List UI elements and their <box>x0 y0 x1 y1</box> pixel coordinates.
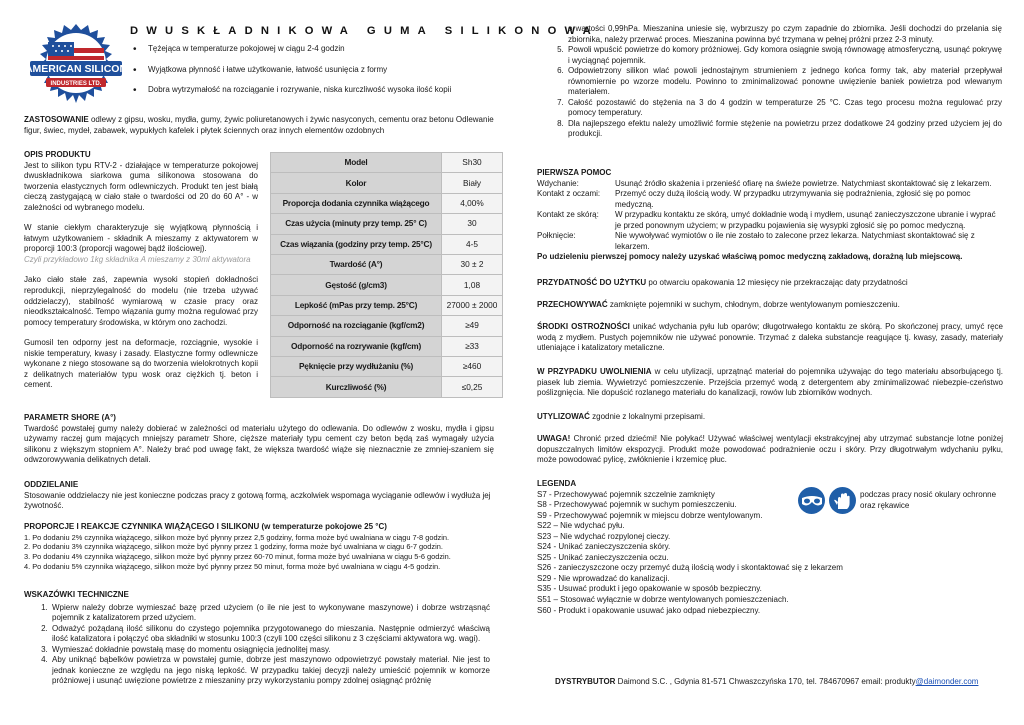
section-legenda <box>537 479 843 616</box>
section-srodki <box>537 322 1003 354</box>
first-aid-label: Kontakt ze skórą: <box>537 210 599 220</box>
section-heading: UTYLIZOWAĆ <box>537 412 590 421</box>
safety-gloves-icon <box>829 487 856 514</box>
section-text: Jako ciało stałe zaś, zapewnia wysoki stopień dokładności reprodukcji, nieprzylegalność do modelu (nie trzeba używać oddzielaczy), stabilność wymiarową w czasie pracy oraz nieodkształcalność. Tempo wiązania gumy można regulować przy pomocy temperatury środowiska, w którym ono zachodzi. <box>24 275 258 327</box>
section-text: W stanie ciekłym charakteryzuje się wyjątkową płynnością i łatwym użytkowaniem - składnik A mieszamy z aktywatorem w proporcji 100:3 (proporcji wagowej bądź ilościowej). <box>24 223 258 254</box>
spec-value: ≤0,25 <box>442 377 503 397</box>
spec-key: Odporność na rozciąganie (kgf/cm2) <box>271 316 442 336</box>
first-aid-label: Połknięcie: <box>537 231 576 241</box>
spec-row <box>271 173 503 193</box>
distributor-info <box>555 677 1015 688</box>
section-note: Czyli przykładowo 1kg składnika A mieszamy z 30ml aktywatora <box>24 254 251 264</box>
section-text: Twardość powstałej gumy należy dobierać w zależności od materiału użytego do odlewania. Do odlewów z wosku, mydła i gipsu używamy raczej gum mających mniejszy parametr Shore, cięższe materiały typu cement czy beton będą zaś wymagały użycia silikonu z większym stopniem A°. Należy brać pod uwagę fakt, że większa twardość wiąże się nieznacznie ze zmniej-szaniem się odwzorowywania delikatnych detali. <box>24 423 494 465</box>
document-title: DWUSKŁADNIKOWA GUMA SILIKONOWA <box>130 25 599 37</box>
spec-value: 4-5 <box>442 234 503 254</box>
spec-row <box>271 316 503 336</box>
spec-row <box>271 193 503 213</box>
distributor-text: Daimond S.C. , Gdynia 81-571 Chwaszczyńska 170, tel. 784670967 email: produkty <box>615 677 916 686</box>
first-aid-note: Po udzieleniu pierwszej pomocy należy uzyskać właściwą pomoc medyczną zakładową, dorażną lub miejscową. <box>537 252 963 262</box>
legend-item: S8 - Przechowywać pojemnik w suchym pomieszczeniu. <box>537 500 737 510</box>
legend-item: S51 – Stosować wyłącznie w dobrze wentylowanych pomieszczeniach. <box>537 595 789 605</box>
legend-item: S26 - zanieczyszczone oczy przemyć dużą ilością wody i skontaktować się z lekarzem <box>537 563 843 573</box>
instructions-list-continued <box>540 45 1002 140</box>
spec-value: 30 ± 2 <box>442 254 503 274</box>
distributor-label: DYSTRYBUTOR <box>555 677 616 686</box>
section-text: Stosowanie oddzielaczy nie jest konieczne podczas pracy z gotową formą, aczkolwiek wspomaga wyciąganie odlewów i wydłuża jej żywotność. <box>24 490 491 511</box>
section-heading: W PRZYPADKU UWOLNIENIA <box>537 367 652 376</box>
logo-text-main: AMERICAN SILICON <box>24 63 128 75</box>
spec-row <box>271 377 503 397</box>
first-aid-label: Kontakt z oczami: <box>537 189 601 199</box>
instruction-item: 2. Odważyć pożądaną ilość silikonu do czystego pojemnika przygotowanego do mieszania. Następnie odmierzyć właściwą ilość katalizatora i połączyć oba składniki w stosunku 100:3 (czyli 100 części silikonu z 3 częściami aktywatora wg. wagi). <box>50 624 490 645</box>
legend-item: S25 - Unikać zanieczyszczenia oczu. <box>537 552 669 562</box>
instruction-item: 1. Wpierw należy dobrze wymieszać bazę przed użyciem (o ile nie jest to wykonywane maszynowe) i dobrze wstrząsnąć pojemnik z katalizatorem przed użyciem. <box>50 603 490 624</box>
spec-value: ≥33 <box>442 336 503 356</box>
section-text: w celu utylizacji, uprzątnąć materiał do pojemnika używając do tego materiału absorbującego tj. piasek lub ziemia. Wywietrzyć pomieszczenie. Przejścia przemyć wodą z detergentem aby zminimalizować niebezpie-czeństwo poślizgnięcia. Nie dopuścić rozlanego materiału do kanalizacji, rowów lub zbiorników wodnych. <box>537 367 1004 398</box>
section-heading: PIERWSZA POMOC <box>537 168 612 177</box>
legend-item: S24 - Unikać zanieczyszczenia skóry. <box>537 542 671 552</box>
feature-item: • Tężejąca w temperaturze pokojowej w ciągu 2-4 godzin <box>132 44 522 55</box>
spec-row <box>271 356 503 376</box>
section-proporcje <box>24 522 504 572</box>
distributor-email-link[interactable]: @daimonder.com <box>915 677 979 686</box>
spec-key: Odporność na rozrywanie (kgf/cm) <box>271 336 442 356</box>
section-text: zgodnie z lokalnymi przepisami. <box>589 412 706 421</box>
spec-row <box>271 214 503 234</box>
spec-key: Kurczliwość (%) <box>271 377 442 397</box>
section-heading: ODDZIELANIE <box>24 480 79 489</box>
spec-value: 30 <box>442 214 503 234</box>
ratio-item: 1. Po dodaniu 2% czynnika wiążącego, silikon może być płynny przez 2,5 godziny, forma może być uwalniana w ciągu 7-8 godzin. <box>24 532 450 542</box>
section-przechowywac <box>537 300 1003 311</box>
first-aid-label: Wdychanie: <box>537 178 579 188</box>
spec-row <box>271 295 503 315</box>
section-wskazowki-continued <box>540 24 1002 140</box>
first-aid-text: Przemyć oczy dużą ilością wody. W przypadku utrzymywania się podrażnienia, zgłosić się po pomoc medyczną. <box>615 189 971 209</box>
legend-item: S35 - Usuwać produkt i jego opakowanie w sposób bezpieczny. <box>537 584 762 594</box>
legend-item: S7 - Przechowywać pojemnik szczelnie zamknięty <box>537 489 715 499</box>
spec-value: ≥460 <box>442 356 503 376</box>
first-aid-text: Usunąć źródło skażenia i przenieść ofiarę na świeże powietrze. Natychmiast skontaktować się z lekarzem. <box>615 178 992 188</box>
section-uwaga <box>537 434 1003 466</box>
spec-key: Lepkość (mPas przy temp. 25°C) <box>271 295 442 315</box>
ratio-item: 3. Po dodaniu 4% czynnika wiążącego, silikon może być płynny przez 60-70 minut, forma może być uwalniana w ciągu 5-6 godzin. <box>24 552 451 562</box>
section-heading: PRZYDATNOŚĆ DO UŻYTKU <box>537 278 647 287</box>
first-aid-row <box>537 179 1003 190</box>
section-heading: ZASTOSOWANIE <box>24 115 89 124</box>
spec-row <box>271 234 503 254</box>
spec-key: Twardość (A°) <box>271 254 442 274</box>
first-aid-text: Nie wywoływać wymiotów o ile nie zostało to zalecone przez lekarza. Natychmiast skontaktować się z lekarzem. <box>615 231 975 251</box>
first-aid-row <box>537 231 1003 252</box>
section-zastosowanie <box>24 115 494 136</box>
spec-key: Model <box>271 153 442 173</box>
spec-table <box>270 152 503 398</box>
spec-value: Biały <box>442 173 503 193</box>
ppe-icons <box>798 487 856 514</box>
section-heading: PRZECHOWYWAĆ <box>537 300 608 309</box>
first-aid-row <box>537 189 1003 210</box>
instruction-item: 8. Dla najlepszego efektu należy umożliwić formie stężenie na powietrzu przez dodatkowe 24 godziny przed użyciem jej do produkcji. <box>566 119 1002 140</box>
legend-item: S29 - Nie wprowadzać do kanalizacji. <box>537 573 670 583</box>
spec-row <box>271 275 503 295</box>
feature-item: • Wyjątkowa płynność i łatwe użytkowanie, łatwość usunięcia z formy <box>132 65 522 76</box>
spec-row <box>271 153 503 173</box>
spec-key: Pęknięcie przy wydłużaniu (%) <box>271 356 442 376</box>
section-wskazowki <box>24 590 490 687</box>
first-aid-text: W przypadku kontaktu ze skórą, umyć dokładnie wodą i mydłem, usunąć zanieczyszczone ubranie i wyprać je przed ponownym użyciem; w przypadku pojawienia się wysypki zgłosić się po pomoc medyczną. <box>615 210 996 230</box>
section-heading: PARAMETR SHORE (A°) <box>24 413 116 422</box>
spec-key: Czas użycia (minuty przy temp. 25° C) <box>271 214 442 234</box>
section-text: unikać wdychania pyłu lub oparów; długotrwałego kontaktu ze skórą. Po skończonej pracy, umyć ręce wodą z mydłem. Pustych pojemników nie używać ponownie. Trzymać z daleka substancje reagujące tj. kwasy, zasady, materiały utleniające i katalizatory metaliczne. <box>537 322 1003 353</box>
spec-key: Proporcja dodania czynnika wiążącego <box>271 193 442 213</box>
section-text: zamknięte pojemniki w suchym, chłodnym, dobrze wentylowanym pomieszczeniu. <box>607 300 900 309</box>
spec-row <box>271 336 503 356</box>
section-heading: ŚRODKI OSTROŻNOŚCI <box>537 322 630 331</box>
logo-text-sub: INDUSTRIES LTD. <box>50 81 102 87</box>
instruction-item: 5. Powoli wpuścić powietrze do komory próżniowej. Gdy komora osiągnie swoją równowagę atmosferyczną, usunąć pokrywę i wyciągnąć pojemnik. <box>566 45 1002 66</box>
spec-value: 1,08 <box>442 275 503 295</box>
legend-item: S9 - Przechowywać pojemnik w miejscu dobrze wentylowanym. <box>537 510 763 520</box>
feature-item: • Dobra wytrzymałość na rozciąganie i rozrywanie, niska kurczliwość wysoka ilość kopii <box>132 85 522 96</box>
instruction-item: 4. Aby uniknąć bąbelków powietrza w powstałej gumie, dobrze jest maszynowo odpowietrzyć powstały materiał. Nie jest to jednak konieczne ze względu na jego niską lepkość. W przypadku takiej decyzji należy umieścić pojemnik w komorze próżniowej i usunąć uwięzione powietrze z mieszaniny przy wykorzystaniu pompy zdolnej osiągnąć próżnię <box>50 655 490 687</box>
spec-value: ≥49 <box>442 316 503 336</box>
safety-goggles-icon <box>798 487 825 514</box>
instructions-list <box>24 603 490 687</box>
first-aid-row <box>537 210 1003 231</box>
instruction-continuation: o wartości 0,99hPa. Mieszanina uniesie się, wybrzuszy po czym zapadnie do zbiornika. Jeśli dochodzi do przelania się zbiornika, należy przerwać proces. Mieszanina powinna być trzymana w pełnej próżni przez 2-3 minuty. <box>568 24 1002 44</box>
spec-value: Sh30 <box>442 153 503 173</box>
section-heading: PROPORCJE I REAKCJE CZYNNIKA WIĄŻĄCEGO I SILIKONU (w temperaturze pokojowe 25 °C) <box>24 522 387 531</box>
section-przydatnosc <box>537 278 1003 289</box>
section-opis <box>24 150 258 391</box>
spec-value: 4,00% <box>442 193 503 213</box>
section-text: Chronić przed dziećmi! Nie połykać! Używać właściwej wentylacji ekstrakcyjnej aby utrzymać substancje lotne poniżej dopuszczalnych limitów ekspozycji. Produkt może powodować podrażnienie oczu i skóry. Przy długotrwałym wdychaniu pyłku, może powodować pylicę, zwłóknienie i krzemicę płuc. <box>537 434 1003 465</box>
spec-key: Czas wiązania (godziny przy temp. 25°C) <box>271 234 442 254</box>
section-oddzielanie <box>24 480 494 512</box>
spec-key: Kolor <box>271 173 442 193</box>
ppe-instruction: podczas pracy nosić okulary ochronne oraz rękawice <box>860 490 997 510</box>
spec-value: 27000 ± 2000 <box>442 295 503 315</box>
instruction-item: 7. Całość pozostawić do stężenia na 3 do 4 godzin w temperaturze 25 °C. Czas tego procesu można regulować przy pomocy temperatury. <box>566 98 1002 119</box>
section-heading: LEGENDA <box>537 479 577 488</box>
ratio-item: 4. Po dodaniu 5% czynnika wiążącego, silikon może być płynny przez 50 minut, forma może być uwalniana w ciągu 4-5 godzin. <box>24 561 441 571</box>
section-text: Gumosil ten odporny jest na deformacje, rozciągnie, wysokie i niskie temperatury, kwasy i zasady. Elastyczne formy odlewnicze wykonane z niego stosowane są do tworzenia wielokrotnych kopii z delikatnych materiałów typu wosk oraz ciężkich tj. beton i cement. <box>24 338 258 390</box>
section-heading: UWAGA! <box>537 434 571 443</box>
section-shore <box>24 413 494 466</box>
section-uwolnienia <box>537 367 1003 399</box>
ratio-item: 2. Po dodaniu 3% czynnika wiążącego, silikon może być płynny przez 1 godziny, forma może być uwalniana w ciągu 6-7 godzin. <box>24 542 443 552</box>
legend-item: S23 – Nie wdychać rozpylonej cieczy. <box>537 531 671 541</box>
instruction-item: 3. Wymieszać dokładnie powstałą masę do momentu osiągnięcia jednolitej masy. <box>50 645 490 656</box>
section-text: Jest to silikon typu RTV-2 - działające w temperaturze pokojowej dwuskładnikowa siarkowa guma silikonowa stosowana do tworzenia elastycznych form odlewniczych. Produkt ten jest białą cieczą zastygającą w ciało stałe o twardości od 20 do 60 A° - w zależności od wybranego modelu. <box>24 160 258 212</box>
legend-item: S22 – Nie wdychać pyłu. <box>537 521 625 531</box>
section-heading: OPIS PRODUKTU <box>24 150 91 159</box>
spec-key: Gęstość (g/cm3) <box>271 275 442 295</box>
section-utylizowac <box>537 412 1003 423</box>
feature-list <box>132 44 522 106</box>
company-logo <box>24 22 128 108</box>
spec-row <box>271 254 503 274</box>
instruction-item: 6. Odpowietrzony silikon wlać powoli jednostajnym strumieniem z jednego końca formy tak, aby materiał przepływał równomiernie po wzorze modelu. Powinno to zminimalizować ponowne uwięzienie baniek powietrza pod wlewanym materiałem. <box>566 66 1002 98</box>
section-text: po otwarciu opakowania 12 miesięcy nie przekraczając daty przydatności <box>646 278 908 287</box>
section-text: odlewy z gipsu, wosku, mydła, gumy, żywic poliuretanowych i żywic nasyconych, cementu oraz betonu Odlewanie figur, świec, mydeł, zabawek, wypukłych kafelek i płytek ściennych oraz innych elementów ozdobnych <box>24 115 494 135</box>
section-heading: WSKAZÓWKI TECHNICZNE <box>24 590 129 599</box>
legend-item: S60 - Produkt i opakowanie usuwać jako odpad niebezpieczny. <box>537 605 761 615</box>
section-pierwsza-pomoc <box>537 168 1003 263</box>
